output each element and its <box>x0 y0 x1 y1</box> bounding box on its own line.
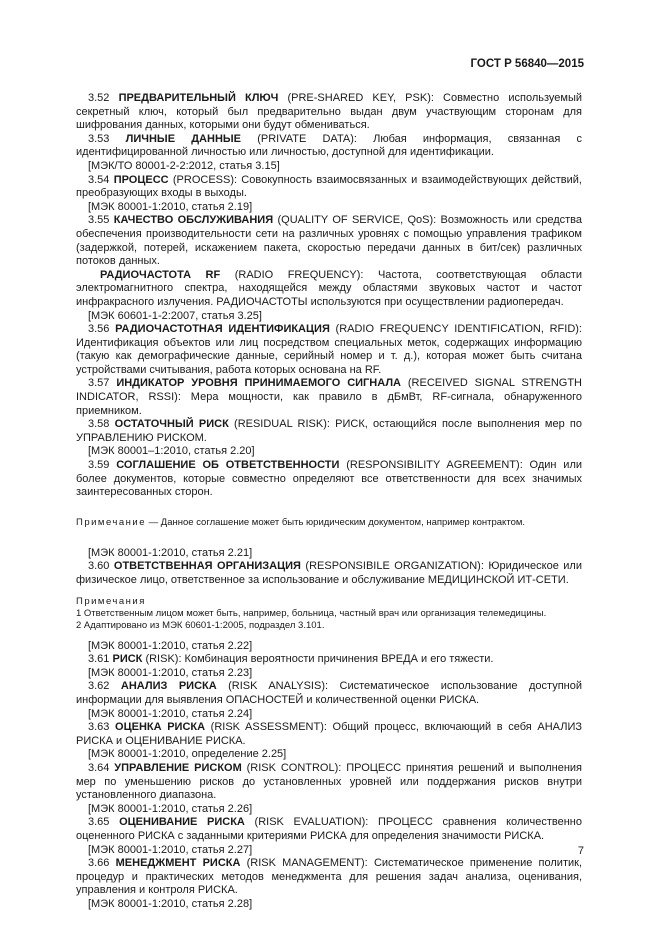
note-item: 2 Адаптировано из МЭК 60601-1:2005, подраздел 3.101. <box>76 619 325 631</box>
entry-3-59 <box>76 459 582 500</box>
source-reference: [МЭК 80001-1:2010, определение 2.25] <box>88 748 287 761</box>
definition-paragraph: 3.65 ОЦЕНИВАНИЕ РИСКА (RISK EVALUATION): ПРОЦЕСС сравнения количественно оцененного РИСКА с заданными критериями РИСКА для определения значимости РИСКА. <box>76 816 582 842</box>
source-reference: [МЭК 80001-1:2010, статья 2.22] <box>88 639 253 652</box>
definition-paragraph: 3.57 ИНДИКАТОР УРОВНЯ ПРИНИМАЕМОГО СИГНАЛА (RECEIVED SIGNAL STRENGTH INDICATOR, RSSI): Мера мощности, как правило в дБмВт, RF-сигнала, обнаруженного приемником. <box>76 377 582 417</box>
source-reference: [МЭК 80001-1:2010, статья 2.21] <box>88 546 253 559</box>
note-item: 1 Ответственным лицом может быть, например, больница, частный врач или организация телемедицины. <box>76 607 547 619</box>
entry-3-63 <box>76 721 582 762</box>
source-reference: [МЭК 80001–1:2010, статья 2.20] <box>88 445 255 458</box>
document-header-standard: ГОСТ Р 56840—2015 <box>470 58 584 70</box>
entry-3-55 <box>76 214 582 268</box>
entry-3-64 <box>76 762 582 816</box>
definition-paragraph: 3.63 ОЦЕНКА РИСКА (RISK ASSESSMENT): Общий процесс, включающий в себя АНАЛИЗ РИСКА и ОЦЕНИВАНИЕ РИСКА. <box>76 721 582 747</box>
note: Примечание — Данное соглашение может быть юридическим документом, например контрактом. <box>76 517 526 529</box>
definition-paragraph: 3.55 КАЧЕСТВО ОБСЛУЖИВАНИЯ (QUALITY OF SERVICE, QoS): Возможность или средства обеспечения производительности сети на различных уровнях с помощью управления трафиком (задержкой, потерей, искажением пакета, скоростью передачи данных в бит/сек) различных потоков данных. <box>76 214 582 268</box>
definition-paragraph: 3.66 МЕНЕДЖМЕНТ РИСКА (RISK MANAGEMENT): Систематическое применение политик, процедур и практических методов менеджмента для решения задач анализа, оценивания, управления и контроля РИСКА. <box>76 857 583 897</box>
entry-3-60 <box>76 560 582 587</box>
document-body <box>76 92 582 911</box>
definition-paragraph: 3.60 ОТВЕТСТВЕННАЯ ОРГАНИЗАЦИЯ (RESPONSIBILE ORGANIZATION): Юридическое или физическое лицо, ответственное за использование и обслуживание МЕДИЦИНСКОЙ ИТ-СЕТИ. <box>76 560 582 586</box>
page-number: 7 <box>577 845 584 857</box>
source-reference: [МЭК 80001-1:2010, статья 2.28] <box>88 897 253 910</box>
entry-3-65 <box>76 816 582 857</box>
entry-3-52 <box>76 92 582 133</box>
entry-3-57 <box>76 377 582 418</box>
definition-paragraph: РАДИОЧАСТОТА RF (RADIO FREQUENCY): Частота, соответствующая области электромагнитного спектра, находящейся между областями звуковых частот и частот инфракрасного излучения. РАДИОЧАСТОТЫ используются при осуществлении радиопередач. <box>76 268 582 308</box>
definition-paragraph: 3.58 ОСТАТОЧНЫЙ РИСК (RESIDUAL RISK): РИСК, остающийся после выполнения мер по УПРАВЛЕНИЮ РИСКОМ. <box>76 418 582 444</box>
definition-paragraph: 3.61 РИСК (RISK): Комбинация вероятности причинения ВРЕДА и его тяжести. <box>88 653 494 666</box>
notes-title: Примечания <box>76 595 146 607</box>
definition-paragraph: 3.53 ЛИЧНЫЕ ДАННЫЕ (PRIVATE DATA): Любая информация, связанная с идентифицированной личностью или личностью, доступной для идентификации. <box>76 132 582 159</box>
source-reference: [МЭК 80001-1:2010, статья 2.19] <box>88 200 253 213</box>
definition-paragraph: 3.52 ПРЕДВАРИТЕЛЬНЫЙ КЛЮЧ (PRE-SHARED KEY, PSK): Совместно используемый секретный ключ, который был предварительно выдан двум участвующим сторонам для шифрования данных, которыми они будут обмениваться. <box>76 92 583 132</box>
entry-3-58 <box>76 418 582 459</box>
definition-paragraph: 3.64 УПРАВЛЕНИЕ РИСКОМ (RISK CONTROL): ПРОЦЕСС принятия решений и выполнения мер по уменьшению рисков до установленных уровней или поддержания рисков внутри установленного диапазона. <box>76 761 583 802</box>
notes-block <box>76 596 582 632</box>
source-reference: [МЭК 60601-1-2:2007, статья 3.25] <box>88 309 262 322</box>
definition-paragraph: 3.62 АНАЛИЗ РИСКА (RISK ANALYSIS): Систематическое использование доступной информации для выявления ОПАСНОСТЕЙ и количественной оценки РИСКА. <box>76 680 583 706</box>
source-reference: [МЭК/ТО 80001-2-2:2012, статья 3.15] <box>88 159 280 172</box>
entry-3-56 <box>76 323 582 377</box>
source-reference: [МЭК 80001-1:2010, статья 2.23] <box>88 666 253 679</box>
entry-3-54 <box>76 174 582 215</box>
definition-paragraph: 3.54 ПРОЦЕСС (PROCESS): Совокупность взаимосвязанных и взаимодействующих действий, преобразующих входы в выходы. <box>76 173 582 200</box>
definition-paragraph: 3.59 СОГЛАШЕНИЕ ОБ ОТВЕТСТВЕННОСТИ (RESPONSIBILITY AGREEMENT): Один или более документов, которые совместно определяют все ответственности для всех значимых заинтересованных сторон. <box>76 459 583 499</box>
entry-3-62 <box>76 680 582 721</box>
entry-3-53 <box>76 133 582 174</box>
source-reference: [МЭК 80001-1:2010, статья 2.26] <box>88 802 253 815</box>
source-reference: [МЭК 80001-1:2010, статья 2.24] <box>88 707 253 720</box>
source-reference: [МЭК 80001-1:2010, статья 2.27] <box>88 843 253 856</box>
entry-3-66 <box>76 857 582 911</box>
definition-paragraph: 3.56 РАДИОЧАСТОТНАЯ ИДЕНТИФИКАЦИЯ (RADIO FREQUENCY IDENTIFICATION, RFID): Идентификация объектов или лиц посредством специальных меток, содержащих информацию (такую как демографические данные, серийный номер и т. д.), которая может быть считана устройствами считывания, работа которых основана на RF. <box>76 323 582 376</box>
entry-3-61 <box>76 653 582 680</box>
entry-radio-frequency <box>76 269 582 323</box>
